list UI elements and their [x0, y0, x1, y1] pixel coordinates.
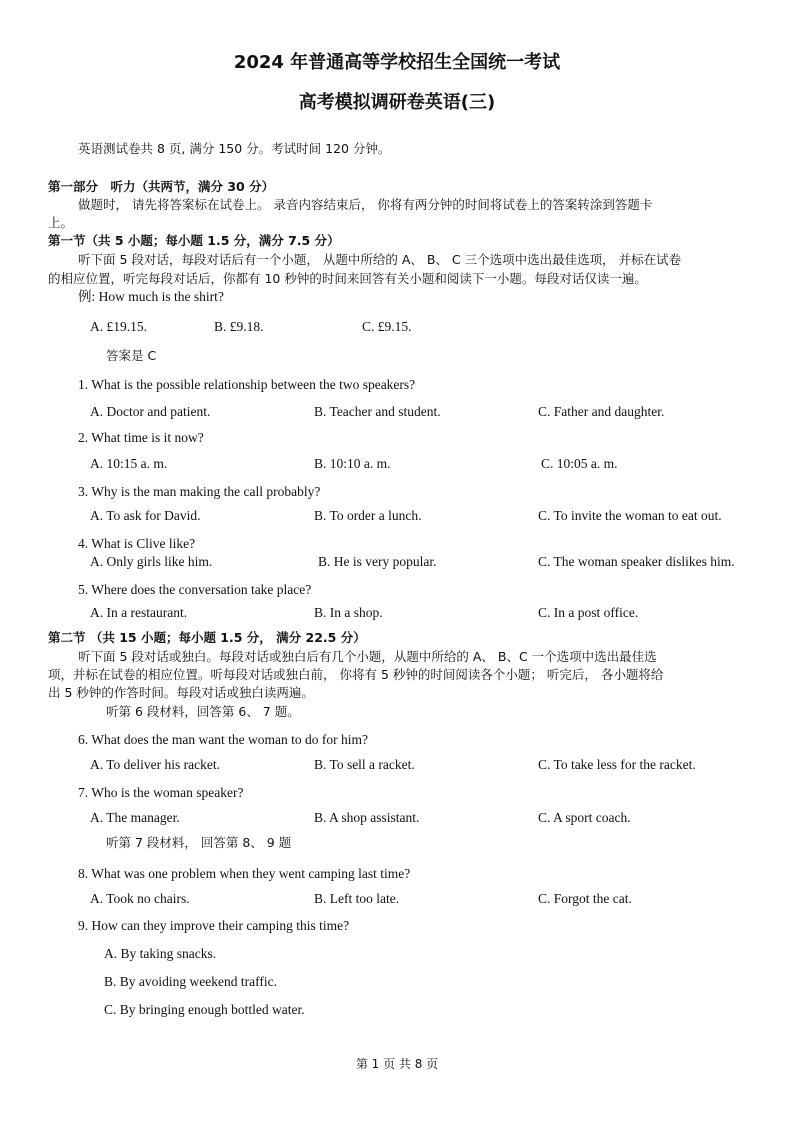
- question-7: 7. Who is the woman speaker?: [78, 785, 244, 800]
- example-option-a: A. £19.15.: [90, 319, 147, 334]
- page-number: 第 1 页 共 8 页: [355, 1057, 439, 1071]
- q3-option-c: C. To invite the woman to eat out.: [538, 508, 722, 523]
- q4-option-a: A. Only girls like him.: [90, 554, 213, 569]
- section2-instruction-cont: 项，并标在试卷的相应位置。听每段对话或独白前， 你将有 5 秒钟的时间阅读各个小题； 听完后， 各小题将给: [48, 667, 664, 682]
- question-5: 5. Where does the conversation take place?: [78, 582, 312, 597]
- q3-option-a: A. To ask for David.: [90, 508, 201, 523]
- q1-option-a: A. Doctor and patient.: [90, 404, 211, 419]
- part1-instruction-cont: 上。: [48, 215, 74, 230]
- exam-intro: 英语测试卷共 8 页, 满分 150 分。考试时间 120 分钟。: [78, 141, 391, 156]
- section2-instruction-cont2: 出 5 秒钟的作答时间。每段对话或独白读两遍。: [48, 685, 314, 700]
- q1-option-c: C. Father and daughter.: [538, 404, 665, 419]
- q5-option-c: C. In a post office.: [538, 605, 639, 620]
- q2-option-a: A. 10:15 a. m.: [90, 456, 168, 471]
- section2-instruction: 听下面 5 段对话或独白。每段对话或独白后有几个小题，从题中所给的 A、 B、C 一个选项中选出最佳选: [78, 649, 657, 664]
- exam-title: 2024 年普通高等学校招生全国统一考试: [233, 52, 561, 73]
- section1-instruction-cont: 的相应位置，听完每段对话后，你都有 10 秒钟的时间来回答有关小题和阅读下一小题。每段对话仅读一遍。: [48, 271, 647, 286]
- q6-option-c: C. To take less for the racket.: [538, 757, 696, 772]
- q7-option-b: B. A shop assistant.: [314, 810, 420, 825]
- q4-option-b: B. He is very popular.: [318, 554, 437, 569]
- question-8: 8. What was one problem when they went camping last time?: [78, 866, 411, 881]
- question-4: 4. What is Clive like?: [78, 536, 196, 551]
- part1-heading: 第一部分 听力（共两节，满分 30 分）: [48, 179, 275, 194]
- q9-option-b: B. By avoiding weekend traffic.: [104, 974, 277, 989]
- exam-subtitle: 高考模拟调研卷英语(三): [298, 92, 496, 113]
- q8-option-a: A. Took no chairs.: [90, 891, 190, 906]
- q2-option-b: B. 10:10 a. m.: [314, 456, 391, 471]
- material-7-note: 听第 7 段材料， 回答第 8、 9 题: [106, 835, 292, 850]
- q3-option-b: B. To order a lunch.: [314, 508, 422, 523]
- question-6: 6. What does the man want the woman to do for him?: [78, 732, 368, 747]
- material-6-note: 听第 6 段材料，回答第 6、 7 题。: [106, 704, 300, 719]
- q2-option-c: C. 10:05 a. m.: [541, 456, 618, 471]
- example-option-c: C. £9.15.: [362, 319, 412, 334]
- q6-option-a: A. To deliver his racket.: [90, 757, 221, 772]
- section1-heading: 第一节（共 5 小题；每小题 1.5 分，满分 7.5 分）: [48, 233, 340, 248]
- question-1: 1. What is the possible relationship between the two speakers?: [78, 377, 416, 392]
- q5-option-b: B. In a shop.: [314, 605, 383, 620]
- section2-heading: 第二节 （共 15 小题；每小题 1.5 分， 满分 22.5 分）: [48, 630, 366, 645]
- q9-option-a: A. By taking snacks.: [104, 946, 217, 961]
- example-question: 例: How much is the shirt?: [78, 289, 224, 304]
- question-3: 3. Why is the man making the call probably?: [78, 484, 321, 499]
- q4-option-c: C. The woman speaker dislikes him.: [538, 554, 735, 569]
- q6-option-b: B. To sell a racket.: [314, 757, 415, 772]
- q7-option-c: C. A sport coach.: [538, 810, 631, 825]
- q8-option-c: C. Forgot the cat.: [538, 891, 632, 906]
- example-option-b: B. £9.18.: [214, 319, 264, 334]
- section1-instruction: 听下面 5 段对话，每段对话后有一个小题， 从题中所给的 A、 B、 C 三个选项中选出最佳选项， 并标在试卷: [78, 252, 682, 267]
- q7-option-a: A. The manager.: [90, 810, 180, 825]
- question-2: 2. What time is it now?: [78, 430, 204, 445]
- example-answer: 答案是 C: [106, 348, 157, 363]
- part1-instruction: 做题时， 请先将答案标在试卷上。 录音内容结束后， 你将有两分钟的时间将试卷上的答案转涂到答题卡: [78, 197, 653, 212]
- q5-option-a: A. In a restaurant.: [90, 605, 188, 620]
- q8-option-b: B. Left too late.: [314, 891, 400, 906]
- q9-option-c: C. By bringing enough bottled water.: [104, 1002, 305, 1017]
- question-9: 9. How can they improve their camping this time?: [78, 918, 350, 933]
- q1-option-b: B. Teacher and student.: [314, 404, 441, 419]
